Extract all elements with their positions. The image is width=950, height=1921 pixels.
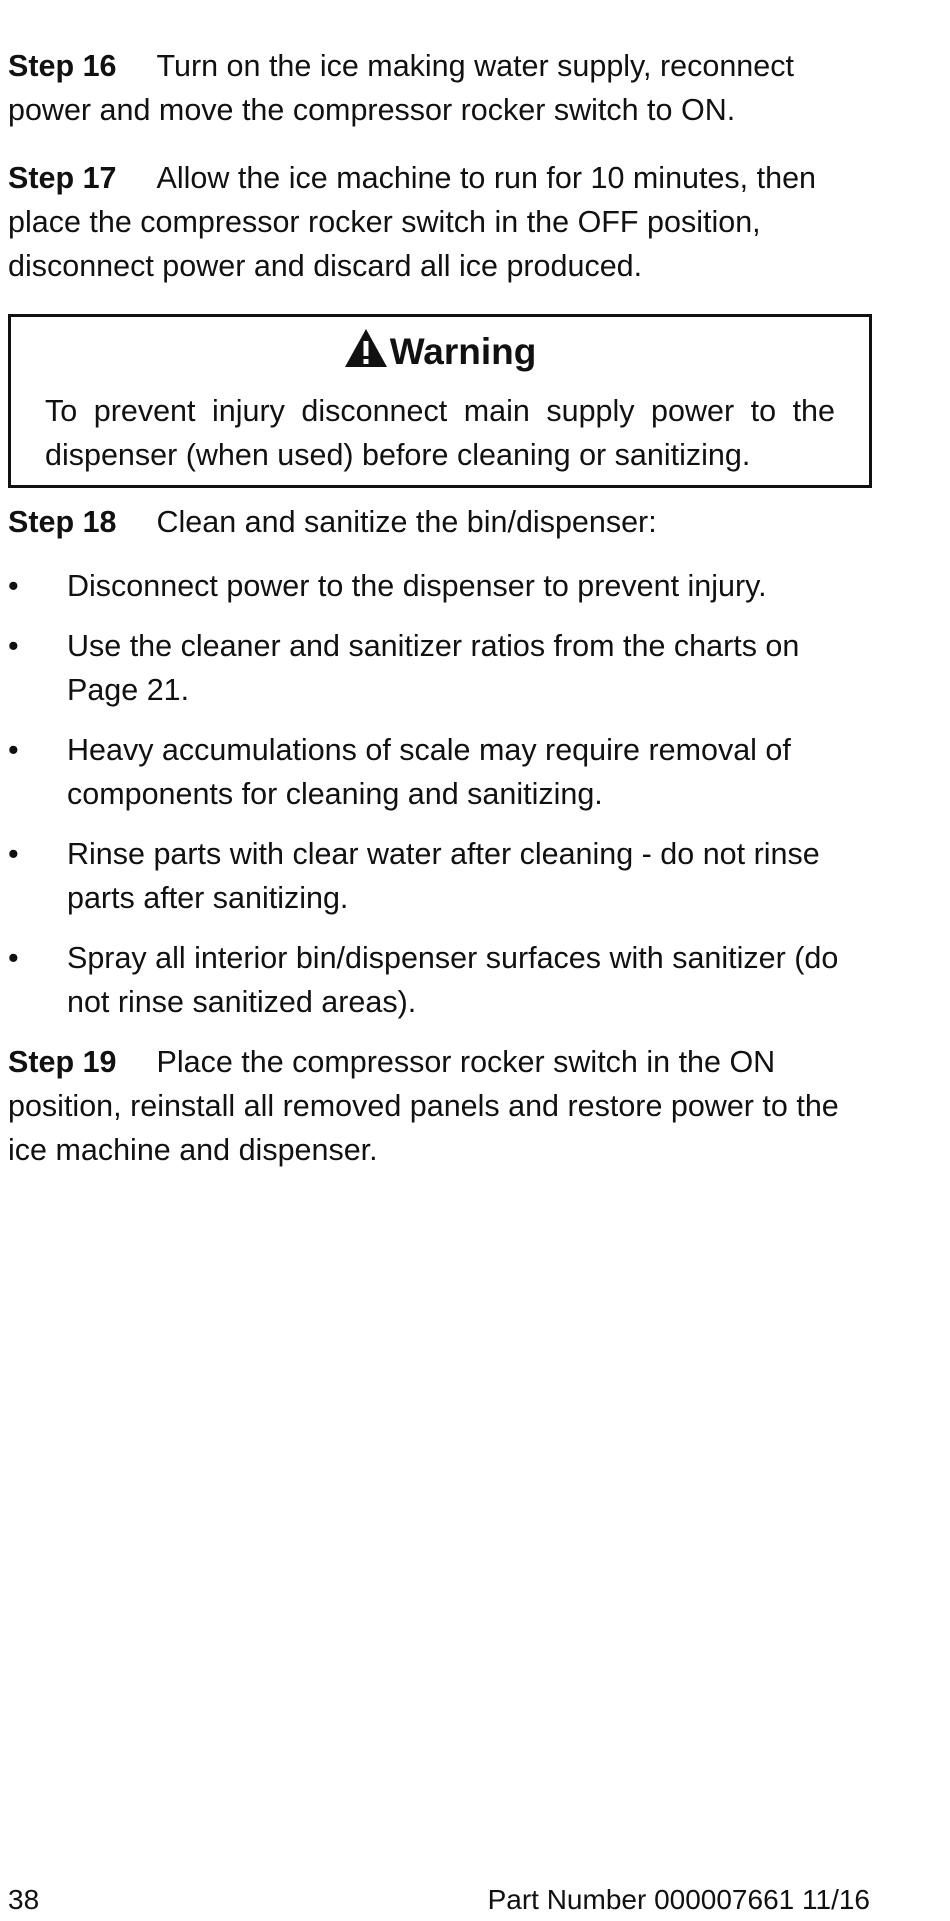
list-item xyxy=(8,564,878,608)
step-19 xyxy=(8,1040,878,1172)
step-label: Step 18 xyxy=(8,505,117,539)
bullet-icon: • xyxy=(8,629,19,663)
bullet-icon: • xyxy=(8,733,19,767)
bullet-list xyxy=(8,564,878,1024)
step-text: Turn on the ice making water supply, reconnect power and move the compressor rocker switch to ON. xyxy=(8,49,794,127)
step-label: Step 19 xyxy=(8,1045,117,1079)
step-text: Place the compressor rocker switch in the ON position, reinstall all removed panels and restore power to the ice machine and dispenser. xyxy=(8,1045,839,1167)
step-17 xyxy=(8,156,878,288)
step-16 xyxy=(8,44,878,132)
list-item xyxy=(8,936,878,1024)
warning-title xyxy=(45,325,835,383)
list-item-text: Use the cleaner and sanitizer ratios from the charts on Page 21. xyxy=(67,629,800,707)
step-18 xyxy=(8,500,878,544)
part-number: Part Number 000007661 11/16 xyxy=(487,1884,870,1915)
list-item-text: Spray all interior bin/dispenser surfaces with sanitizer (do not rinse sanitized areas). xyxy=(67,941,839,1019)
warning-text: To prevent injury disconnect main supply power to the dispenser (when used) before cleaning or sanitizing. xyxy=(45,394,835,472)
list-item-text: Rinse parts with clear water after cleaning - do not rinse parts after sanitizing. xyxy=(67,837,820,915)
step-text: Clean and sanitize the bin/dispenser: xyxy=(156,505,657,539)
bullet-icon: • xyxy=(8,569,19,603)
list-item-text: Heavy accumulations of scale may require removal of components for cleaning and sanitizing. xyxy=(67,733,791,811)
bullet-icon: • xyxy=(8,941,19,975)
list-item-text: Disconnect power to the dispenser to prevent injury. xyxy=(67,569,767,603)
list-item xyxy=(8,832,878,920)
warning-box xyxy=(8,314,872,488)
document-page xyxy=(8,44,878,1172)
step-label: Step 16 xyxy=(8,49,117,83)
step-label: Step 17 xyxy=(8,161,117,195)
warning-title-text: Warning xyxy=(389,331,537,372)
list-item xyxy=(8,728,878,816)
bullet-icon: • xyxy=(8,837,19,871)
page-number: 38 xyxy=(8,1884,40,1915)
warning-triangle-icon xyxy=(344,328,388,383)
list-item xyxy=(8,624,878,712)
step-text: Allow the ice machine to run for 10 minutes, then place the compressor rocker switch in the OFF position, disconnect power and discard all ice produced. xyxy=(8,161,816,283)
